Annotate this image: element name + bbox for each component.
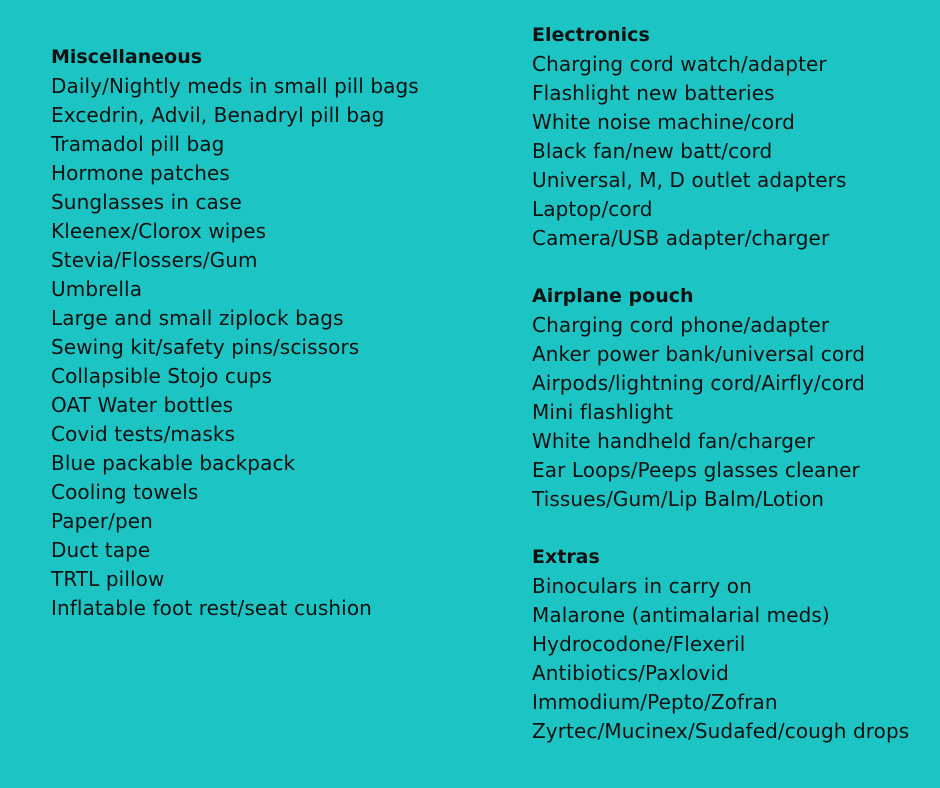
section-extras [532,543,932,746]
list-item: Flashlight new batteries [532,81,775,105]
list-item: Charging cord watch/adapter [532,52,827,76]
list-item: Hormone patches [51,161,230,185]
list-item: Blue packable backpack [51,451,296,475]
list-item: White noise machine/cord [532,110,795,134]
section-title-extras: Extras [532,546,600,568]
section-airplane-pouch [532,282,932,514]
list-item: Cooling towels [51,480,199,504]
section-miscellaneous [51,43,491,623]
list-item: White handheld fan/charger [532,429,815,453]
list-item: Stevia/Flossers/Gum [51,248,258,272]
list-item: Covid tests/masks [51,422,236,446]
list-item: Immodium/Pepto/Zofran [532,690,778,714]
left-column [51,43,491,623]
list-item: Malarone (antimalarial meds) [532,603,830,627]
list-item: Tramadol pill bag [51,132,225,156]
list-item: Binoculars in carry on [532,574,752,598]
section-title-airplane-pouch: Airplane pouch [532,285,694,307]
list-item: Universal, M, D outlet adapters [532,168,847,192]
list-item: Paper/pen [51,509,153,533]
list-item: Charging cord phone/adapter [532,313,830,337]
list-item: Zyrtec/Mucinex/Sudafed/cough drops [532,719,910,743]
list-item: Large and small ziplock bags [51,306,344,330]
list-item: Collapsible Stojo cups [51,364,273,388]
list-item: Tissues/Gum/Lip Balm/Lotion [532,487,825,511]
list-item: Camera/USB adapter/charger [532,226,830,250]
list-item: Airpods/lightning cord/Airfly/cord [532,371,865,395]
list-item: Umbrella [51,277,143,301]
section-title-electronics: Electronics [532,24,650,46]
list-item: TRTL pillow [51,567,165,591]
list-item: Mini flashlight [532,400,674,424]
section-electronics [532,21,932,253]
list-item: Daily/Nightly meds in small pill bags [51,74,419,98]
list-item: Kleenex/Clorox wipes [51,219,267,243]
list-item: Sewing kit/safety pins/scissors [51,335,360,359]
list-item: Ear Loops/Peeps glasses cleaner [532,458,860,482]
list-item: Hydrocodone/Flexeril [532,632,746,656]
list-item: Anker power bank/universal cord [532,342,865,366]
list-item: Laptop/cord [532,197,653,221]
right-column [532,21,932,746]
list-item: Duct tape [51,538,151,562]
list-item: OAT Water bottles [51,393,234,417]
list-item: Excedrin, Advil, Benadryl pill bag [51,103,385,127]
list-item: Antibiotics/Paxlovid [532,661,729,685]
list-item: Sunglasses in case [51,190,242,214]
section-title-miscellaneous: Miscellaneous [51,46,203,68]
list-item: Inflatable foot rest/seat cushion [51,596,372,620]
list-item: Black fan/new batt/cord [532,139,773,163]
